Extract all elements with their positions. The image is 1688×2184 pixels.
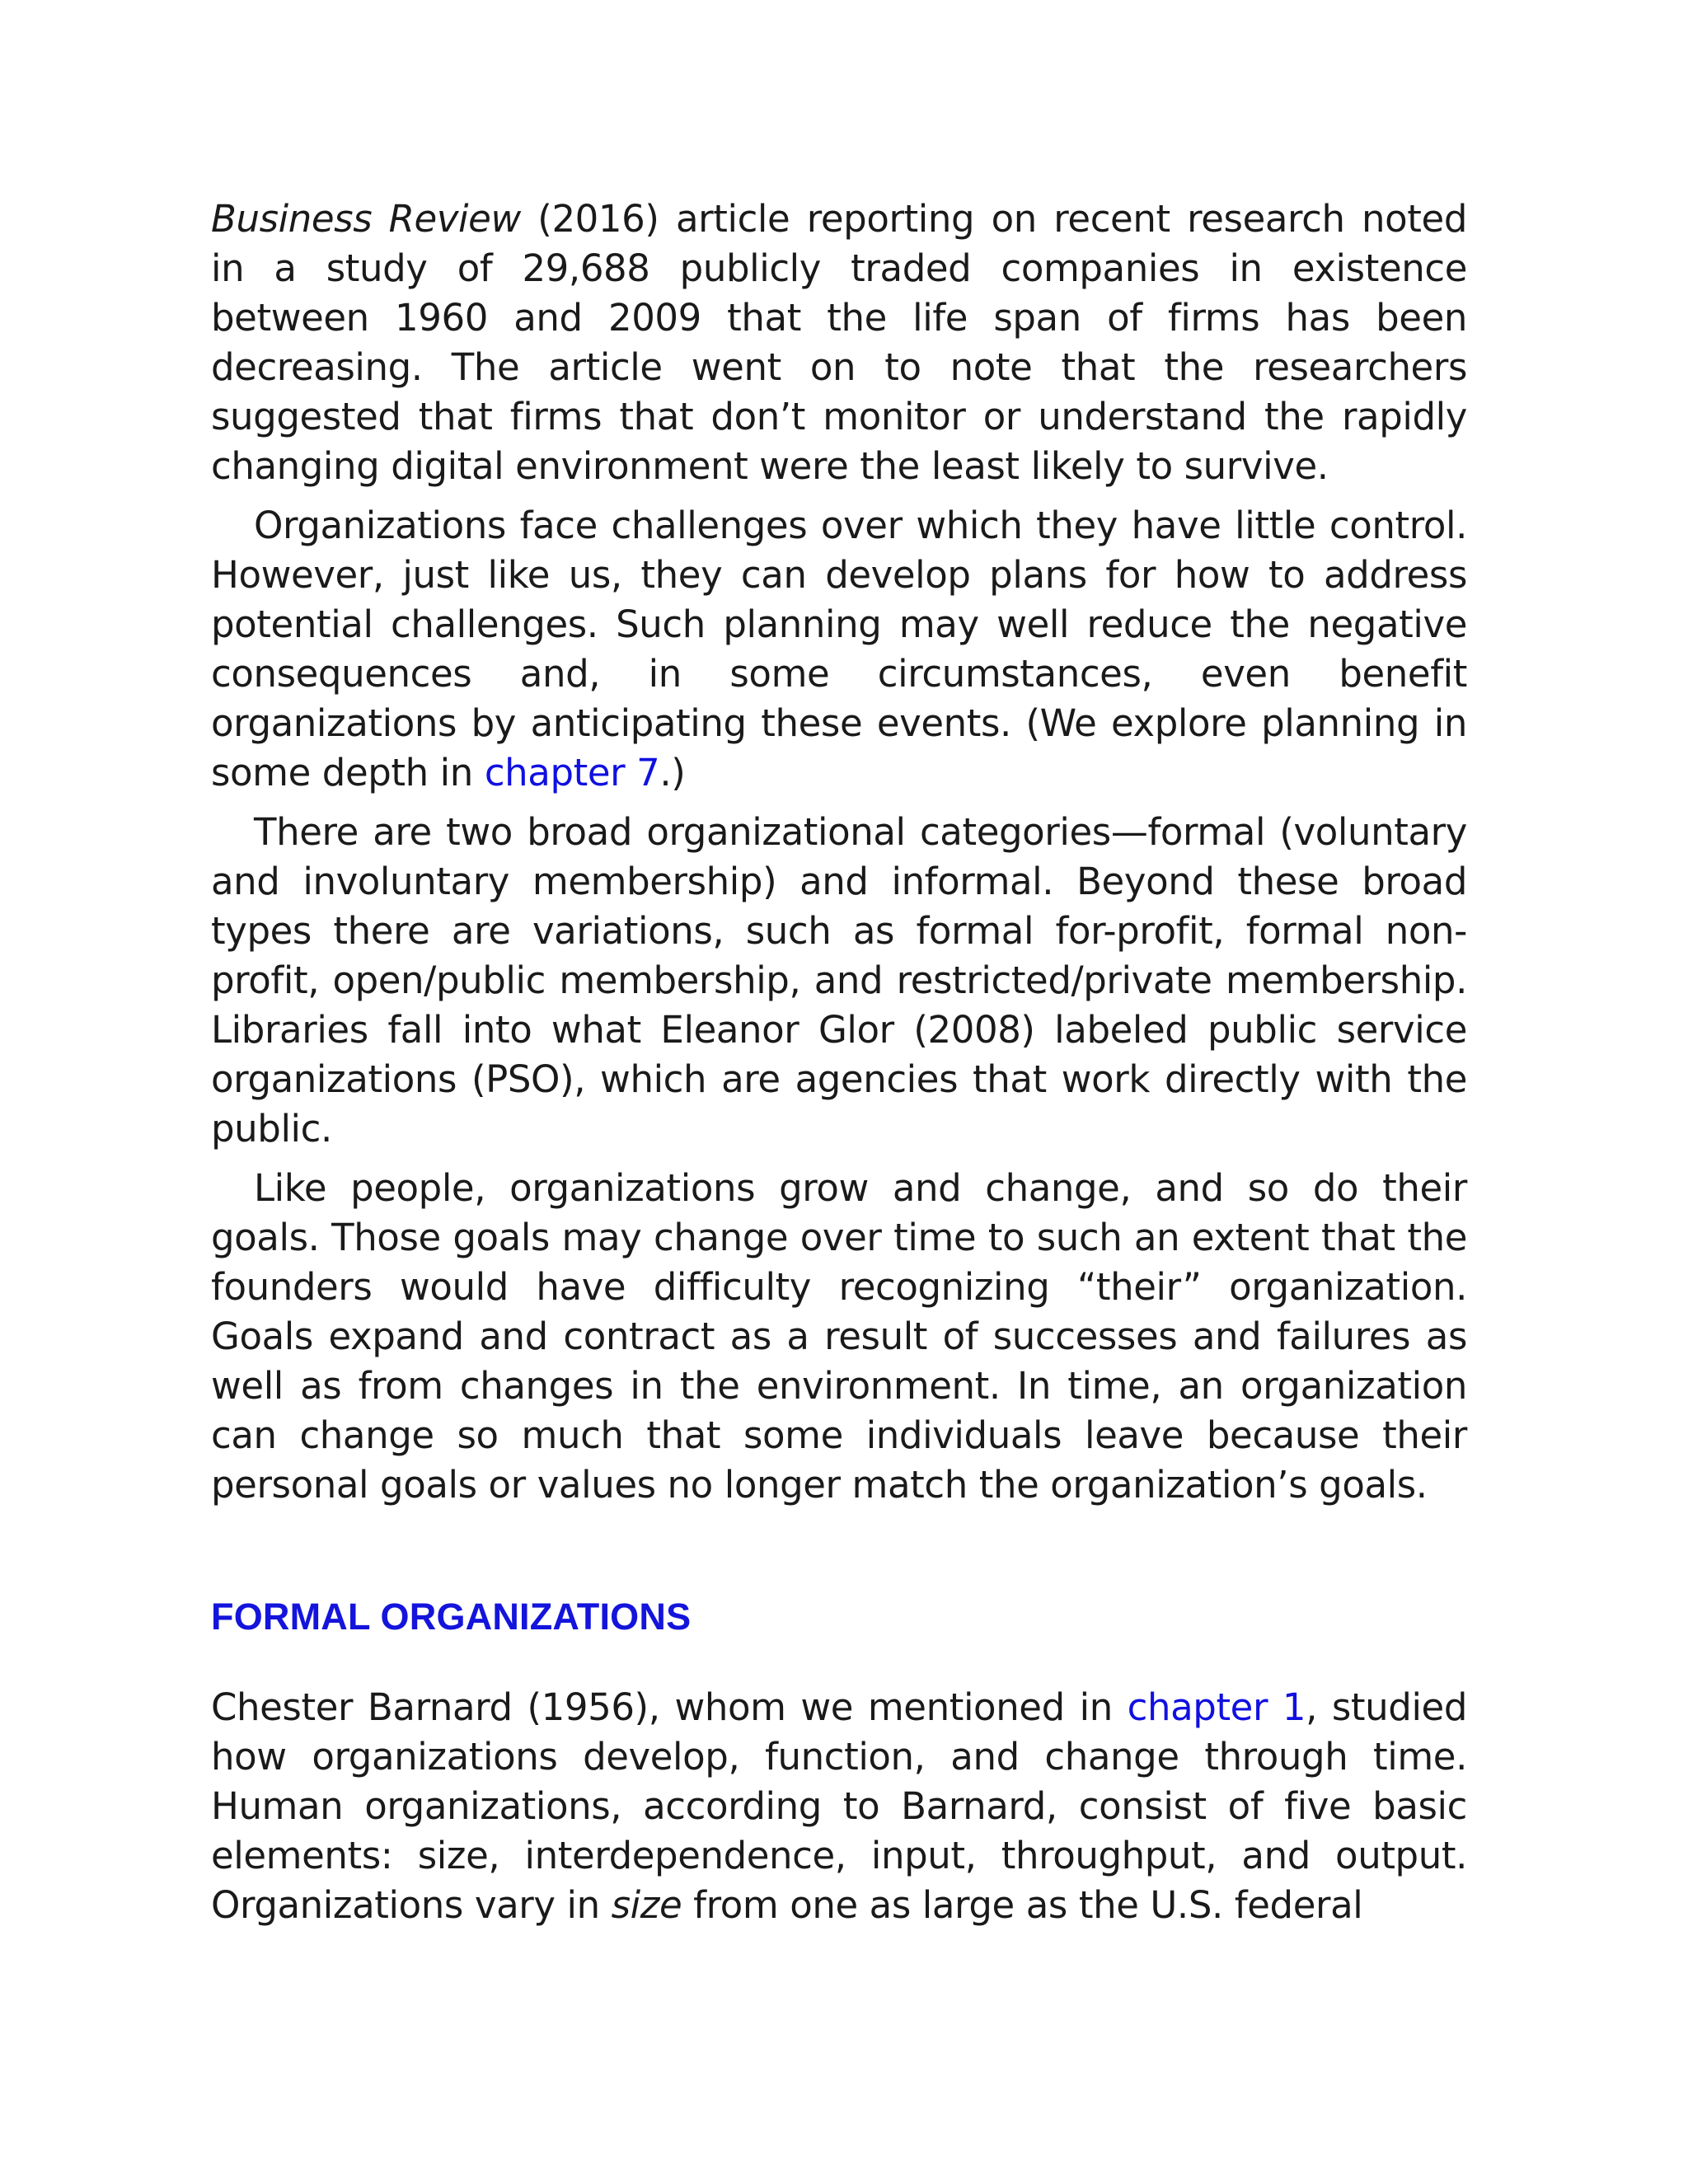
- section-heading-formal-organizations: FORMAL ORGANIZATIONS: [211, 1596, 692, 1638]
- paragraph-challenges: [211, 501, 1467, 798]
- paragraph-barnard: [211, 1683, 1467, 1930]
- paragraph-text: Chester Barnard (1956), whom we mentioned in: [211, 1685, 1128, 1729]
- paragraph-text: from one as large as the U.S. federal: [682, 1883, 1363, 1927]
- paragraph-text: Organizations face challenges over which they have little control. However, just like us, they can develop plans for how to address potential challenges. Such planning may well reduce the negative consequences and, in some circumstances, even benefit organizations by anticipating these events. (We explore planning in some depth in: [211, 504, 1467, 794]
- paragraph-text: There are two broad organizational categories—formal (voluntary and involuntary membership) and informal. Beyond these broad types there are variations, such as formal for-profit, formal non-profit, open/public membership, and restricted/private membership. Libraries fall into what Eleanor Glor (2008) labeled public service organizations (PSO), which are agencies that work directly with the public.: [211, 810, 1467, 1151]
- paragraph-text: (2016) article reporting on recent research noted in a study of 29,688 publicly traded companies in existence between 1960 and 2009 that the life span of firms has been decreasing. The article went on to note that the researchers suggested that firms that don’t monitor or understand the rapidly changing digital environment were the least likely to survive.: [211, 197, 1467, 488]
- paragraph-business-review: [211, 194, 1467, 491]
- paragraph-text: .): [659, 751, 686, 794]
- chapter-1-link[interactable]: chapter 1: [1127, 1685, 1306, 1729]
- paragraph-categories: [211, 808, 1467, 1154]
- chapter-7-link[interactable]: chapter 7: [484, 751, 660, 794]
- paragraph-text: Like people, organizations grow and change, and so do their goals. Those goals may change over time to such an extent that the founders would have difficulty recognizing “their” organization. Goals expand and contract as a result of successes and failures as well as from changes in the environment. In time, an organization can change so much that some individuals leave because their personal goals or values no longer match the organization’s goals.: [211, 1166, 1467, 1507]
- paragraph-text: , studied how organizations develop, function, and change through time. Human organizations, according to Barnard, consist of five basic elements: size, interdependence, input, throughput, and output. Organizations vary in: [211, 1685, 1467, 1927]
- italic-term-size: size: [611, 1883, 682, 1927]
- paragraph-goals: [211, 1164, 1467, 1510]
- journal-title: Business Review: [211, 197, 521, 241]
- page-content: [211, 194, 1467, 1930]
